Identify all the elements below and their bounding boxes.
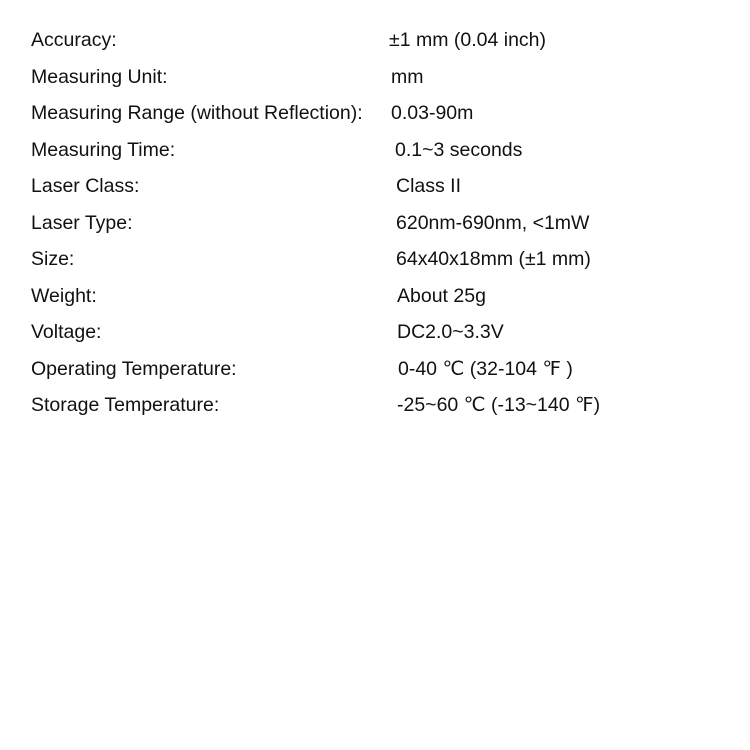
spec-value: 64x40x18mm (±1 mm) [396,248,591,270]
spec-row-measuring-range [31,95,731,132]
spec-value: 0-40 ℃ (32-104 ℉ ) [398,357,573,380]
spec-row-voltage [31,314,731,351]
spec-value: mm [391,65,424,88]
spec-table [31,22,731,424]
spec-label: Measuring Time: [31,138,176,161]
spec-label: Voltage: [31,321,102,343]
spec-label: Laser Type: [31,211,133,234]
spec-row-storage-temperature [31,387,731,424]
spec-row-weight [31,278,731,315]
spec-value: About 25g [397,284,486,307]
spec-label: Accuracy: [31,29,117,51]
spec-label: Weight: [31,284,97,307]
spec-label: Measuring Range (without Reflection): [31,102,363,124]
spec-value: 0.1~3 seconds [395,138,523,161]
spec-row-measuring-time [31,132,731,169]
spec-value: 0.03-90m [391,102,474,124]
spec-value: -25~60 ℃ (-13~140 ℉) [397,394,601,416]
spec-value: 620nm-690nm, <1mW [396,211,590,234]
spec-label: Storage Temperature: [31,394,220,416]
spec-row-operating-temperature [31,351,731,388]
spec-value: DC2.0~3.3V [397,321,504,343]
spec-row-laser-class [31,168,731,205]
spec-row-size [31,241,731,278]
spec-row-measuring-unit [31,59,731,96]
spec-value: ±1 mm (0.04 inch) [389,29,546,51]
spec-row-laser-type [31,205,731,242]
spec-row-accuracy [31,22,731,59]
spec-value: Class II [396,175,462,197]
spec-label: Laser Class: [31,175,140,197]
spec-label: Size: [31,248,75,270]
spec-label: Measuring Unit: [31,65,168,88]
spec-label: Operating Temperature: [31,357,237,380]
